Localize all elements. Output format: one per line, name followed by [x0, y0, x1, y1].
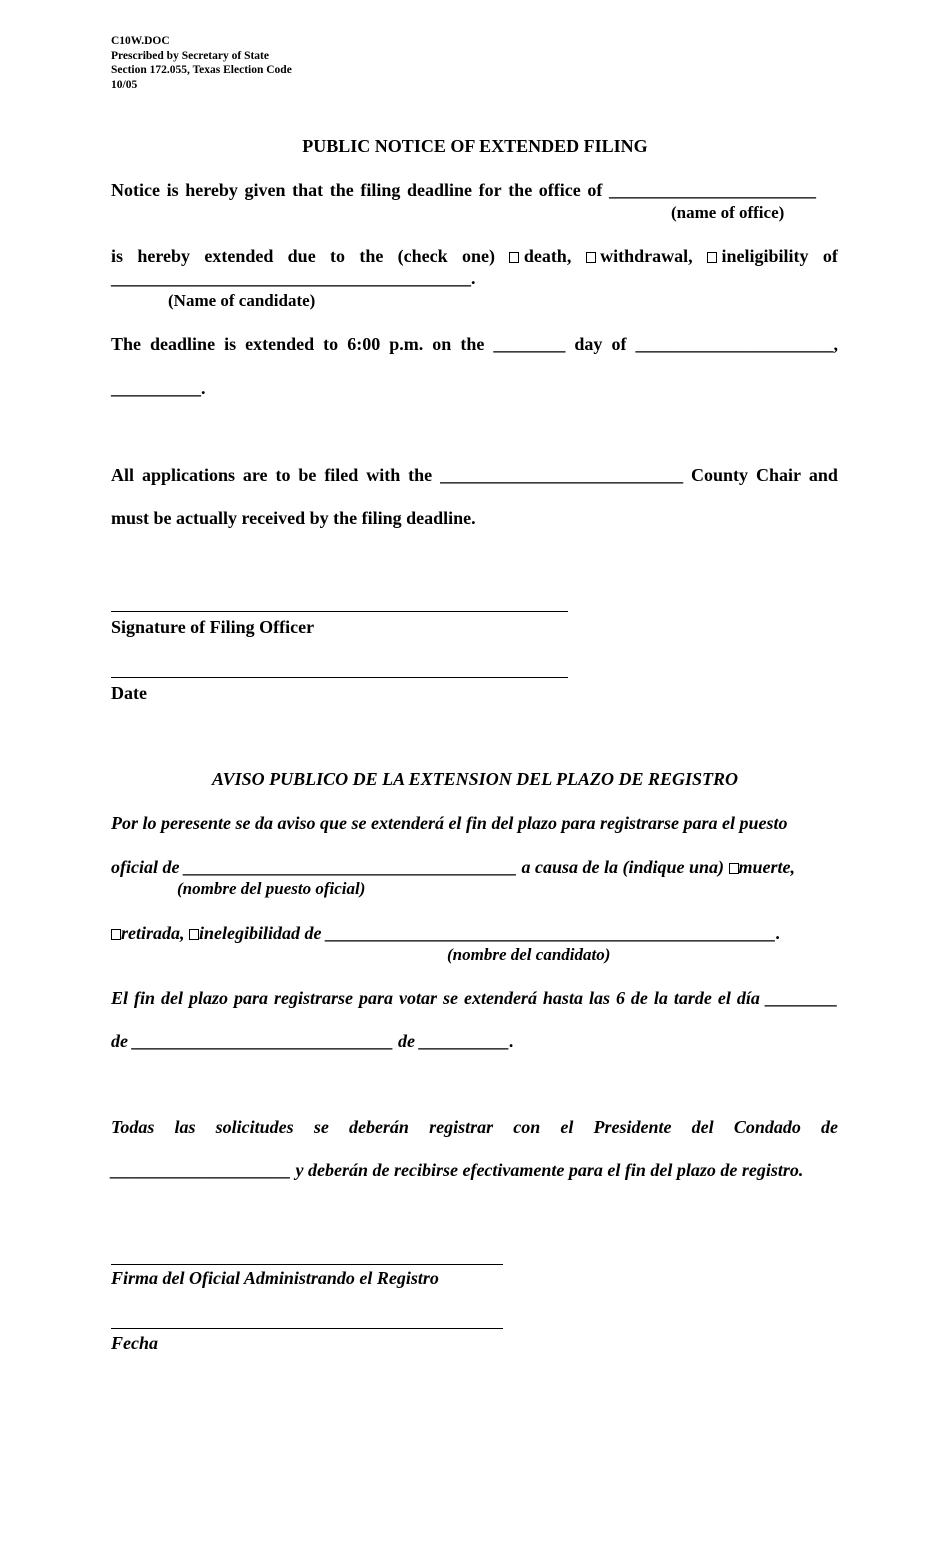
retirada-checkbox[interactable]	[111, 929, 121, 940]
inelegibilidad-option[interactable]: inelegibilidad de	[189, 923, 321, 943]
signature-line[interactable]	[111, 611, 568, 612]
spanish-signature-line[interactable]	[111, 1264, 503, 1265]
death-option[interactable]: death,	[509, 246, 571, 267]
spanish-year-field[interactable]: __________.	[419, 1031, 514, 1051]
spanish-title: AVISO PUBLICO DE LA EXTENSION DEL PLAZO DE REGISTRO	[211, 769, 739, 789]
revision-date: 10/05	[111, 78, 138, 91]
deadline-year-field[interactable]: __________.	[111, 378, 206, 398]
spanish-signature-label: Firma del Oficial Administrando el Registro	[111, 1268, 439, 1288]
deadline-month-field[interactable]: ______________________,	[635, 334, 838, 354]
english-title: PUBLIC NOTICE OF EXTENDED FILING	[302, 136, 648, 156]
spanish-date-label: Fecha	[111, 1333, 158, 1353]
spanish-candidate-line	[111, 923, 781, 944]
ineligibility-option[interactable]: ineligibility	[707, 246, 809, 267]
deadline-day-field[interactable]: ________	[493, 334, 566, 354]
signature-label: Signature of Filing Officer	[111, 617, 315, 637]
prescribed-by: Prescribed by Secretary of State	[111, 49, 269, 62]
notice-line: Notice is hereby given that the filing deadline for the office of _______________________	[111, 180, 816, 200]
spanish-candidate-field[interactable]: __________________________________________________.	[326, 923, 781, 943]
spanish-deadline-line: El fin del plazo para registrarse para votar se extenderá hasta las 6 de la tarde el día ________	[111, 988, 838, 1008]
date-line[interactable]	[111, 677, 568, 678]
office-name-field[interactable]: _______________________	[608, 180, 816, 200]
spanish-applications-line: Todas las solicitudes se deberán registrar con el Presidente del Condado de	[111, 1117, 838, 1137]
spanish-month-field[interactable]: _____________________________	[132, 1031, 394, 1051]
deadline-line: The deadline is extended to 6:00 p.m. on the ________ day of ______________________,	[111, 334, 838, 354]
spanish-candidate-caption: (nombre del candidato)	[447, 945, 611, 964]
spanish-office-caption: (nombre del puesto oficial)	[177, 879, 366, 898]
county-name-field[interactable]: ___________________________	[440, 465, 684, 485]
form-code: C10W.DOC	[111, 35, 170, 47]
spanish-received-line: ____________________ y deberán de recibirse efectivamente para el fin del plazo de registro.	[111, 1160, 804, 1180]
applications-line: All applications are to be filed with the ___________________________ County Chair and	[111, 465, 838, 485]
date-label: Date	[111, 683, 147, 703]
muerte-option[interactable]: muerte,	[729, 857, 796, 877]
spanish-county-field[interactable]: ____________________	[111, 1160, 291, 1180]
muerte-checkbox[interactable]	[729, 863, 739, 874]
received-by-line: must be actually received by the filing deadline.	[111, 508, 476, 528]
inelegibilidad-checkbox[interactable]	[189, 929, 199, 940]
spanish-date-line-rule[interactable]	[111, 1328, 503, 1329]
spanish-notice-line: Por lo peresente se da aviso que se extenderá el fin del plazo para registrarse para el puesto	[111, 813, 788, 833]
spanish-day-field[interactable]: ________	[765, 988, 838, 1008]
candidate-name-field[interactable]: ________________________________________.	[111, 268, 476, 288]
spanish-office-field[interactable]: _____________________________________	[183, 857, 517, 877]
spanish-office-line: oficial de _____________________________________ a causa de la (indique una) muerte,	[111, 857, 796, 877]
candidate-name-caption: (Name of candidate)	[168, 291, 316, 310]
death-checkbox[interactable]	[509, 252, 519, 263]
office-name-caption: (name of office)	[671, 203, 785, 222]
extension-reason-line: is hereby extended due to the (check one) death, withdrawal, ineligibility of	[111, 246, 838, 266]
withdrawal-option[interactable]: withdrawal,	[586, 246, 693, 267]
retirada-option[interactable]: retirada,	[111, 923, 185, 943]
statute-reference: Section 172.055, Texas Election Code	[111, 64, 292, 76]
spanish-date-line: de _____________________________ de __________.	[111, 1031, 514, 1051]
withdrawal-checkbox[interactable]	[586, 252, 596, 263]
ineligibility-checkbox[interactable]	[707, 252, 717, 263]
